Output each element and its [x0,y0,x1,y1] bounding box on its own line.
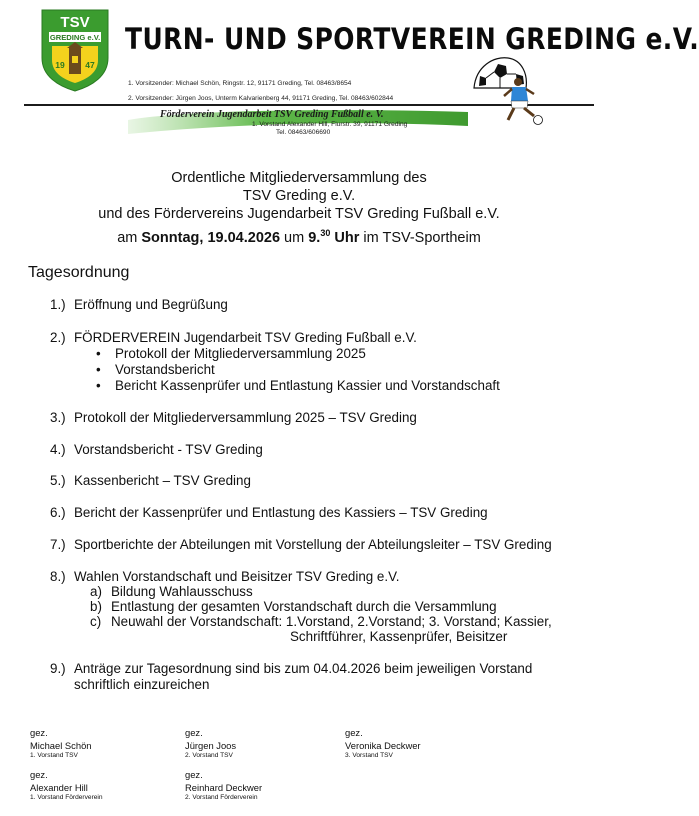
agenda-subitem: c) Neuwahl der Vorstandschaft: 1.Vorstand, 2.Vorstand; 3. Vorstand; Kassier, [90,614,552,629]
agenda-item-continuation: schriftlich einzureichen [74,677,210,692]
uhr-word: Uhr [334,229,360,246]
chairman-2-line: 2. Vorsitzender: Jürgen Joos, Unterm Kalvarienberg 44, 91171 Greding, Tel. 08463/602844 [128,95,394,102]
soccer-player-icon [500,76,545,126]
signature-block: gez. Jürgen Joos 2. Vorstand TSV [185,727,237,759]
invitation-line-3: und des Fördervereins Jugendarbeit TSV Greding Fußball e.V. [98,206,500,222]
agenda-item: 8.) Wahlen Vorstandschaft und Beisitzer TSV Greding e.V. [50,569,400,584]
signature-role: 1. Vorstand TSV [30,752,78,759]
signature-name: Jürgen Joos [185,740,237,751]
signature-name: Veronika Deckwer [345,740,421,751]
foerderverein-phone: Tel. 08463/606690 [276,129,331,136]
agenda-bullet: • Bericht Kassenprüfer und Entlastung Kassier und Vorstandschaft [96,378,500,393]
meeting-date: Sonntag, 19.04.2026 [141,229,281,246]
logo-year-left: 19 [55,60,65,70]
signature-role: 3. Vorstand TSV [345,752,393,759]
signature-role: 1. Vorstand Förderverein [30,794,103,801]
meeting-place: im TSV-Sportheim [363,229,481,246]
signature-block: gez. Veronika Deckwer 3. Vorstand TSV [345,727,421,759]
invitation-line-2: TSV Greding e.V. [242,188,356,204]
agenda-subitem: b) Entlastung der gesamten Vorstandschaft durch die Versammlung [90,599,497,614]
signature-block: gez. Alexander Hill 1. Vorstand Förderverein [30,769,103,801]
foerderverein-title: Förderverein Jugendarbeit TSV Greding Fußball e. V. [160,109,384,120]
agenda-item: 7.) Sportberichte der Abteilungen mit Vorstellung der Abteilungsleiter – TSV Greding [50,537,552,552]
agenda-item: 2.) FÖRDERVEREIN Jugendarbeit TSV Greding Fußball e.V. [50,330,417,345]
um-word: um [284,229,305,246]
signature-block: gez. Reinhard Deckwer 2. Vorstand Förderverein [185,769,263,801]
chairman-1-line: 1. Vorsitzender: Michael Schön, Ringstr. 12, 91171 Greding, Tel. 08463/8654 [128,80,352,87]
invitation-line-1: Ordentliche Mitgliederversammlung des [171,170,427,186]
agenda-item: 6.) Bericht der Kassenprüfer und Entlastung des Kassiers – TSV Greding [50,505,488,520]
signature-name: Reinhard Deckwer [185,782,263,793]
meeting-hour: 9. [308,229,321,246]
agenda-item: 5.) Kassenbericht – TSV Greding [50,473,251,488]
signature-name: Alexander Hill [30,782,88,793]
meeting-minutes: 30 [320,228,331,238]
agenda-item: 4.) Vorstandsbericht - TSV Greding [50,442,263,457]
signature-block: gez. Michael Schön 1. Vorstand TSV [30,727,92,759]
signature-role: 2. Vorstand Förderverein [185,794,258,801]
am-word: am [117,229,138,246]
agenda-item: 1.) Eröffnung und Begrüßung [50,297,228,312]
agenda-item: 9.) Anträge zur Tagesordnung sind bis zum 04.04.2026 beim jeweiligen Vorstand [50,661,533,676]
club-title: TURN- UND SPORTVEREIN GREDING e.V. [125,22,699,56]
meeting-time [308,230,330,246]
agenda-item: 3.) Protokoll der Mitgliederversammlung 2025 – TSV Greding [50,410,417,425]
agenda-subitem: a) Bildung Wahlausschuss [90,584,253,599]
foerderverein-address: 1. Vorstand Alexander Hill, Flurstr. 39, 91171 Greding [252,121,408,128]
signature-name: Michael Schön [30,740,92,751]
signature-role: 2. Vorstand TSV [185,752,233,759]
agenda-subitem-continuation: Schriftführer, Kassenprüfer, Beisitzer [290,629,508,644]
tsv-greding-logo [36,6,114,92]
logo-text-tsv: TSV [60,14,90,31]
logo-year-right: 47 [85,60,95,70]
logo-text-greding: GREDING e.V. [49,33,101,42]
agenda-bullet: • Vorstandsbericht [96,362,215,377]
meeting-date-line [0,228,598,246]
agenda-heading: Tagesordnung [28,264,130,281]
agenda-bullet: • Protokoll der Mitgliederversammlung 2025 [96,346,366,361]
